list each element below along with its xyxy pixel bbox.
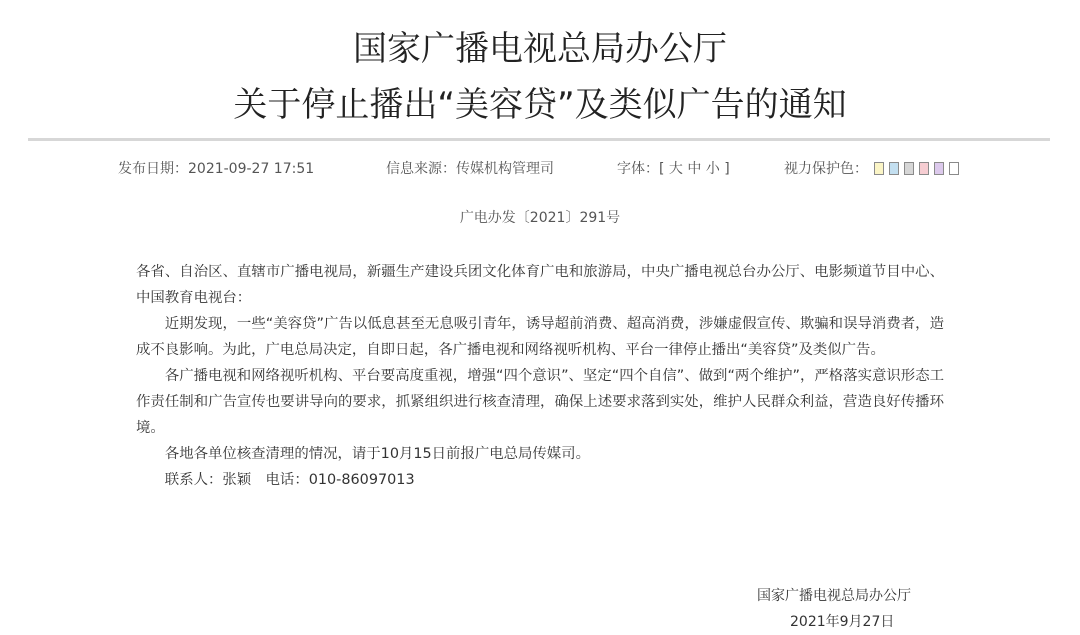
font-size-bracket-open: [ [659, 161, 665, 177]
eye-protection-swatches [874, 162, 964, 176]
page-title-line-1: 国家广播电视总局办公厅 [353, 29, 727, 69]
font-size-medium-link[interactable]: 中 [687, 161, 702, 177]
eye-color-swatch-white[interactable] [949, 162, 959, 175]
eye-color-swatch-gray[interactable] [904, 162, 914, 175]
source-label: 信息来源： [386, 161, 456, 177]
eye-color-swatch-purple[interactable] [934, 162, 944, 175]
source-info [386, 158, 554, 180]
font-size-small-link[interactable]: 小 [705, 161, 720, 177]
source-value: 传媒机构管理司 [456, 161, 554, 177]
eye-color-swatch-blue[interactable] [889, 162, 899, 175]
font-size-bracket-close: ] [724, 161, 730, 177]
font-size-selector [617, 158, 730, 180]
document-number: 广电办发〔2021〕291号 [459, 210, 621, 226]
eye-color-swatch-pink[interactable] [919, 162, 929, 175]
body-paragraph-2: 各广播电视和网络视听机构、平台要高度重视，增强“四个意识”、坚定“四个自信”、做到“两个维护”，严格落实意识形态工作责任制和广告宣传也要讲导向的要求，抓紧组织进行核查清理，确保上述要求落到实处，维护人民群众利益，营造良好传播环境。 [136, 368, 944, 436]
signature-date: 2021年9月27日 [790, 614, 895, 630]
eye-protection-label: 视力保护色： [784, 161, 868, 177]
page-title-line-2: 关于停止播出“美容贷”及类似广告的通知 [233, 85, 847, 125]
publish-date-value: 2021-09-27 17:51 [188, 161, 315, 177]
body-paragraph-1: 近期发现，一些“美容贷”广告以低息甚至无息吸引青年，诱导超前消费、超高消费，涉嫌虚假宣传、欺骗和误导消费者，造成不良影响。为此，广电总局决定，自即日起，各广播电视和网络视听机构、平台一律停止播出“美容贷”及类似广告。 [136, 316, 944, 358]
body-paragraph-3: 各地各单位核查清理的情况，请于10月15日前报广电总局传媒司。 [164, 446, 590, 462]
title-divider [28, 138, 1050, 141]
publish-date-label: 发布日期： [118, 161, 188, 177]
publish-date-info [118, 158, 314, 180]
contact-info: 联系人：张颖 电话：010-86097013 [164, 472, 415, 488]
signature-organization: 国家广播电视总局办公厅 [757, 588, 911, 604]
notice-body [136, 259, 944, 493]
font-size-large-link[interactable]: 大 [668, 161, 683, 177]
recipients-paragraph: 各省、自治区、直辖市广播电视局，新疆生产建设兵团文化体育广电和旅游局，中央广播电视总台办公厅、电影频道节目中心、中国教育电视台： [136, 264, 944, 306]
eye-color-swatch-yellow[interactable] [874, 162, 884, 175]
font-size-label: 字体： [617, 161, 659, 177]
